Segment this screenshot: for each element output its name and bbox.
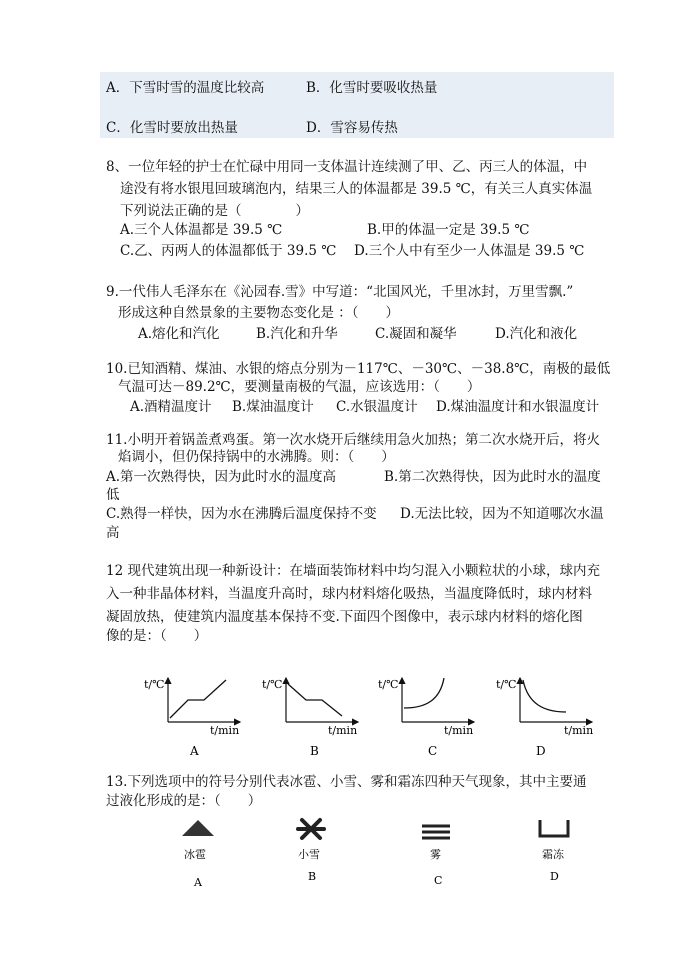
q12-graphs <box>140 670 620 762</box>
q7-option-d: D．雪容易传热 <box>306 120 398 136</box>
fog-label: 雾 <box>430 848 441 861</box>
graph-d <box>496 678 593 758</box>
q11-option-b-continued: 低 <box>106 487 120 503</box>
q11-option-b: B.第二次熟得快，因为此时水的温度 <box>384 469 601 485</box>
q11-option-a: A.第一次熟得快，因为此时水的温度高 <box>106 469 337 485</box>
q11-line-2: 焰调小，但仍保持锅中的水沸腾。则：（ ） <box>118 449 395 465</box>
light-snow-letter: B <box>308 870 317 883</box>
graph-b-xlabel: t/min <box>328 724 358 737</box>
q8-line-1: 8、一位年轻的护士在忙碌中用同一支体温计连续测了甲、乙、丙三人的体温，中 <box>106 159 588 175</box>
q8-option-a: A.三个人体温都是 39.5 ℃ <box>120 222 283 238</box>
q8-line-3: 下列说法正确的是（ ） <box>120 203 309 219</box>
q8-option-d: D.三个人中有至少一人体温是 39.5 ℃ <box>354 243 585 259</box>
graph-b-curve <box>288 684 342 716</box>
triangle-icon <box>182 820 214 836</box>
graph-d-curve <box>523 680 566 712</box>
graph-a-ylabel: t/℃ <box>144 678 165 691</box>
q13-symbols <box>170 814 590 894</box>
fog-icon <box>422 826 450 838</box>
q12-line-4: 像的是：（ ） <box>106 628 208 644</box>
q8-option-b: B.甲的体温一定是 39.5 ℃ <box>367 222 530 238</box>
frost-letter: D <box>550 870 559 883</box>
q8-line-2: 途没有将水银甩回玻璃泡内，结果三人的体温都是 39.5 ℃，有关三人真实体温 <box>120 181 593 197</box>
graph-c-curve <box>404 678 444 708</box>
graph-a-xlabel: t/min <box>210 724 240 737</box>
q10-option-c: C.水银温度计 <box>336 399 418 415</box>
q9-option-a: A.熔化和汽化 <box>138 326 220 342</box>
frost-symbol <box>540 820 568 883</box>
graph-b <box>262 678 358 758</box>
q10-option-d: D.煤油温度计和水银温度计 <box>436 399 600 415</box>
fog-letter: C <box>434 874 443 887</box>
q10-line-2: 气温可达－89.2℃，要测量南极的气温，应该选用：（ ） <box>118 379 481 395</box>
q10-option-a: A.酒精温度计 <box>130 399 212 415</box>
graph-c-ylabel: t/℃ <box>378 678 399 691</box>
frost-label: 霜冻 <box>542 848 564 861</box>
q7-option-a: A．下雪时雪的温度比较高 <box>106 80 265 96</box>
q11-line-1: 11.小明开着锅盖煮鸡蛋。第一次水烧开后继续用急火加热；第二次水烧开后，将火 <box>106 432 600 448</box>
q13-line-2: 过液化形成的是：（ ） <box>106 793 262 809</box>
graph-c-letter: C <box>428 744 438 758</box>
q7-option-b: B．化雪时要吸收热量 <box>306 80 438 96</box>
q9-option-d: D.汽化和液化 <box>495 326 578 342</box>
q12-line-2: 入一种非晶体材料，当温度升高时，球内材料熔化吸热，当温度降低时，球内材料 <box>106 586 592 602</box>
hail-symbol <box>182 820 214 889</box>
light-snow-symbol <box>298 820 324 883</box>
graph-c-xlabel: t/min <box>444 724 474 737</box>
q9-option-b: B.汽化和升华 <box>256 326 338 342</box>
graph-d-ylabel: t/℃ <box>496 678 517 691</box>
graph-a-letter: A <box>190 744 199 758</box>
q11-option-d-continued: 高 <box>106 525 120 541</box>
q11-option-d: D.无法比较，因为不知道哪次水温 <box>400 506 604 522</box>
q7-option-c: C．化雪时要放出热量 <box>106 120 238 136</box>
q9-line-2: 形成这种自然景象的主要物态变化是 ：（ ） <box>118 305 400 321</box>
q12-line-1: 12 现代建筑出现一种新设计：在墙面装饰材料中均匀混入小颗粒状的小球，球内充 <box>106 563 600 579</box>
graph-b-letter: B <box>310 744 319 758</box>
graph-c <box>378 678 474 758</box>
frost-icon <box>540 820 568 836</box>
hail-letter: A <box>194 876 202 889</box>
graph-b-ylabel: t/℃ <box>262 678 283 691</box>
graph-a-curve <box>170 680 226 718</box>
graph-a <box>144 678 240 758</box>
q12-line-3: 凝固放热，使建筑内温度基本保持不变.下面四个图像中，表示球内材料的熔化图 <box>106 609 583 625</box>
fog-symbol <box>422 826 450 887</box>
snowflake-icon <box>298 820 324 838</box>
q10-line-1: 10.已知酒精、煤油、水银的熔点分别为－117℃、－30℃、－38.8℃，南极的最低 <box>106 361 611 377</box>
q9-line-1: 9.一代伟人毛泽东在《沁园春.雪》中写道：“北国风光，千里冰封，万里雪飘.” <box>106 284 574 300</box>
light-snow-label: 小雪 <box>298 848 320 861</box>
graph-d-xlabel: t/min <box>564 724 594 737</box>
graph-d-letter: D <box>536 744 546 758</box>
q8-option-c: C.乙、丙两人的体温都低于 39.5 ℃ <box>120 243 337 259</box>
q9-option-c: C.凝固和凝华 <box>375 326 457 342</box>
q13-line-1: 13.下列选项中的符号分别代表冰雹、小雪、雾和霜冻四种天气现象，其中主要通 <box>106 774 587 790</box>
q10-option-b: B.煤油温度计 <box>232 399 314 415</box>
q11-option-c: C.熟得一样快，因为水在沸腾后温度保持不变 <box>106 506 377 522</box>
hail-label: 冰雹 <box>184 848 206 861</box>
